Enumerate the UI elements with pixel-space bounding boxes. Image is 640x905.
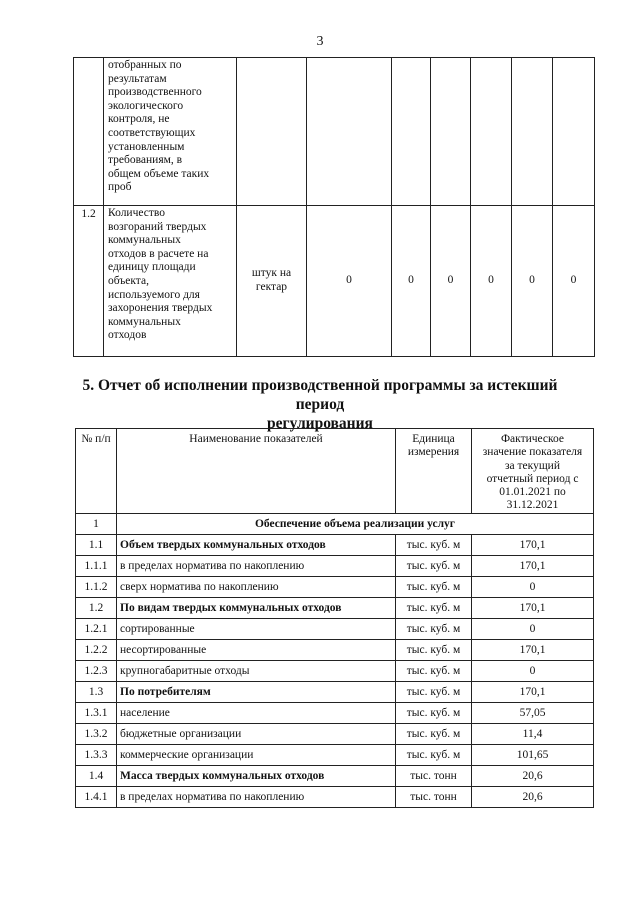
indicator-name: в пределах норматива по накоплению <box>117 786 396 807</box>
unit-cell: тыс. куб. м <box>396 723 472 744</box>
unit-cell: тыс. куб. м <box>396 639 472 660</box>
indicator-name: коммерческие организации <box>117 744 396 765</box>
indicator-table-continued <box>73 57 595 357</box>
table-row <box>76 534 594 555</box>
value-cell: 57,05 <box>472 702 594 723</box>
table-row <box>76 576 594 597</box>
row-number <box>74 58 104 206</box>
table-row <box>76 618 594 639</box>
indicator-name: По видам твердых коммунальных отходов <box>117 597 396 618</box>
unit-cell: тыс. куб. м <box>396 597 472 618</box>
header-number: № п/п <box>76 429 117 514</box>
unit-cell: тыс. куб. м <box>396 681 472 702</box>
row-number: 1.1.2 <box>76 576 117 597</box>
indicator-name: По потребителям <box>117 681 396 702</box>
value-cell: 170,1 <box>472 555 594 576</box>
value-cell <box>471 58 512 206</box>
value-cell <box>307 58 392 206</box>
value-cell: 0 <box>472 618 594 639</box>
row-number: 1.3.2 <box>76 723 117 744</box>
row-number: 1.2.2 <box>76 639 117 660</box>
unit-cell: тыс. куб. м <box>396 555 472 576</box>
section-title: 5. Отчет об исполнении производственной программы за истекший период регулирования <box>82 377 558 432</box>
table-header-row <box>76 429 594 514</box>
row-number: 1.1 <box>76 534 117 555</box>
value-cell: 11,4 <box>472 723 594 744</box>
table-row <box>76 786 594 807</box>
indicator-name: крупногабаритные отходы <box>117 660 396 681</box>
indicator-name: Масса твердых коммунальных отходов <box>117 765 396 786</box>
value-cell: 101,65 <box>472 744 594 765</box>
unit-cell: штук на гектар <box>237 206 307 357</box>
value-cell: 0 <box>512 206 553 357</box>
row-number: 1.3.1 <box>76 702 117 723</box>
value-cell: 170,1 <box>472 639 594 660</box>
header-indicator-name: Наименование показателей <box>117 429 396 514</box>
unit-cell: тыс. куб. м <box>396 576 472 597</box>
unit-cell: тыс. тонн <box>396 786 472 807</box>
production-program-report-table <box>75 428 594 808</box>
row-number: 1.3 <box>76 681 117 702</box>
row-number: 1.2 <box>76 597 117 618</box>
value-cell: 0 <box>307 206 392 357</box>
row-number: 1.2.3 <box>76 660 117 681</box>
value-cell <box>431 58 471 206</box>
value-cell: 170,1 <box>472 534 594 555</box>
table-row <box>76 702 594 723</box>
unit-cell: тыс. куб. м <box>396 618 472 639</box>
row-number: 1.4 <box>76 765 117 786</box>
header-unit: Единица измерения <box>396 429 472 514</box>
value-cell: 20,6 <box>472 786 594 807</box>
table-row <box>76 639 594 660</box>
table-row <box>74 206 595 357</box>
value-cell: 0 <box>472 660 594 681</box>
unit-cell: тыс. куб. м <box>396 702 472 723</box>
indicator-name: Количество возгораний твердых коммунальных отходов в расчете на единицу площади объекта, используемого для захоронения твердых коммунальных отходов <box>104 206 237 357</box>
section-row-title: Обеспечение объема реализации услуг <box>117 513 594 534</box>
indicator-name: население <box>117 702 396 723</box>
unit-cell <box>237 58 307 206</box>
unit-cell: тыс. куб. м <box>396 744 472 765</box>
table-row <box>76 744 594 765</box>
row-number: 1.2 <box>74 206 104 357</box>
indicator-name: Объем твердых коммунальных отходов <box>117 534 396 555</box>
value-cell <box>392 58 431 206</box>
table-row <box>76 723 594 744</box>
indicator-name: несортированные <box>117 639 396 660</box>
section-row <box>76 513 594 534</box>
table-row <box>76 555 594 576</box>
row-number: 1.3.3 <box>76 744 117 765</box>
indicator-name: отобранных по результатам производственного экологического контроля, не соответствующих установленным требованиям, в общем объеме таких проб <box>104 58 237 206</box>
value-cell: 0 <box>553 206 595 357</box>
unit-cell: тыс. тонн <box>396 765 472 786</box>
table-row <box>74 58 595 206</box>
value-cell: 170,1 <box>472 597 594 618</box>
table-row <box>76 681 594 702</box>
unit-cell: тыс. куб. м <box>396 534 472 555</box>
table-row <box>76 597 594 618</box>
indicator-name: сортированные <box>117 618 396 639</box>
page-number: 3 <box>316 34 324 49</box>
value-cell: 0 <box>431 206 471 357</box>
value-cell: 170,1 <box>472 681 594 702</box>
value-cell: 0 <box>471 206 512 357</box>
row-number: 1.1.1 <box>76 555 117 576</box>
indicator-name: в пределах норматива по накоплению <box>117 555 396 576</box>
indicator-name: бюджетные организации <box>117 723 396 744</box>
indicator-name: сверх норматива по накоплению <box>117 576 396 597</box>
value-cell: 20,6 <box>472 765 594 786</box>
value-cell: 0 <box>392 206 431 357</box>
value-cell <box>553 58 595 206</box>
row-number: 1.2.1 <box>76 618 117 639</box>
row-number: 1 <box>76 513 117 534</box>
value-cell: 0 <box>472 576 594 597</box>
value-cell <box>512 58 553 206</box>
unit-cell: тыс. куб. м <box>396 660 472 681</box>
table-row <box>76 765 594 786</box>
row-number: 1.4.1 <box>76 786 117 807</box>
table-row <box>76 660 594 681</box>
header-actual-value: Фактическое значение показателя за текущий отчетный период с 01.01.2021 по 31.12.2021 <box>472 429 594 514</box>
